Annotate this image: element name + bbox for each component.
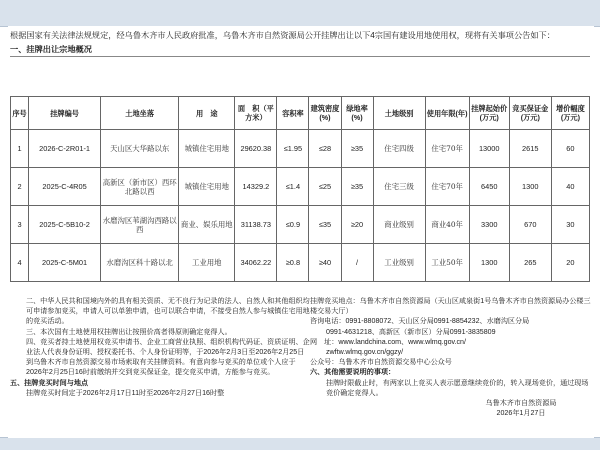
cell-deposit: 670 bbox=[509, 206, 551, 244]
left-column bbox=[10, 296, 310, 398]
table-row bbox=[11, 244, 590, 282]
cell-use: 工业用地 bbox=[179, 244, 235, 282]
cell-increment: 20 bbox=[551, 244, 589, 282]
cell-increment: 60 bbox=[551, 130, 589, 168]
cell-use: 城镇住宅用地 bbox=[179, 168, 235, 206]
clause-5-title: 五、挂牌竞买时间与地点 bbox=[10, 378, 89, 387]
cell-density: ≤25 bbox=[309, 168, 341, 206]
cell-area: 31138.73 bbox=[235, 206, 277, 244]
col-header: 使用年限(年) bbox=[425, 97, 469, 130]
cell-grade: 商业级别 bbox=[373, 206, 425, 244]
cell-location: 水磨沟区科十路以北 bbox=[101, 244, 179, 282]
col-header: 建筑密度(%) bbox=[309, 97, 341, 130]
cell-density: ≥40 bbox=[309, 244, 341, 282]
cell-density: ≤35 bbox=[309, 206, 341, 244]
table-row bbox=[11, 168, 590, 206]
col-header: 绿地率(%) bbox=[341, 97, 373, 130]
cell-green: / bbox=[341, 244, 373, 282]
clause-5-time: 挂牌竞买时间定于2026年2月17日11时至2026年2月27日16时整 bbox=[26, 388, 225, 397]
cell-far: ≤0.9 bbox=[277, 206, 309, 244]
section-title: 一、挂牌出让宗地概况 bbox=[10, 45, 92, 54]
wechat-account: 公众号：乌鲁木齐市自然资源交易中心公众号 bbox=[310, 358, 452, 367]
divider bbox=[10, 56, 590, 57]
right-column bbox=[310, 296, 595, 398]
cell-code: 2025-C-5B10-2 bbox=[29, 206, 101, 244]
cell-code: 2025-C-5M01 bbox=[29, 244, 101, 282]
cell-location: 天山区大华路以东 bbox=[101, 130, 179, 168]
top-frame bbox=[0, 0, 600, 27]
col-header: 容积率 bbox=[277, 97, 309, 130]
cell-start-price: 3300 bbox=[469, 206, 509, 244]
clause-6: 挂牌时限截止时，有两家以上竞买人表示愿意继续竞价的，转入现场竞价，通过现场竞价确定竞得人。 bbox=[326, 378, 589, 397]
clause-2: 二、中华人民共和国境内外的具有相关资质、无不良行为记录的法人、自然人和其他组织均可申请参加竞买，申请人可以单独申请，也可以联合申请，不接受自然人参与城镇住宅用地的竞买活动。 bbox=[26, 297, 310, 326]
website-line-2: zwftw.wlmq.gov.cn/ggzy/ bbox=[326, 348, 404, 357]
cell-index: 1 bbox=[11, 130, 29, 168]
cell-far: ≥0.8 bbox=[277, 244, 309, 282]
col-header: 挂牌起始价(万元) bbox=[469, 97, 509, 130]
cell-term: 商业40年 bbox=[425, 206, 469, 244]
cell-use: 商业、娱乐用地 bbox=[179, 206, 235, 244]
cell-index: 3 bbox=[11, 206, 29, 244]
clause-4: 四、竞买者持土地使用权竞买申请书、企业工商营业执照、组织机构代码证、资质证明、企业法人代表身份证明、授权委托书、个人身份证明等，于2026年2月3日至2026年2月25日到乌鲁木齐市自然资源交易市场索取有关挂牌资料。有意向参与竞买的单位或个人应于2026年2月25日16时前缴纳并交到竞买保证金，提交竞买申请，方能参与竞买。 bbox=[26, 337, 310, 377]
cell-deposit: 1300 bbox=[509, 168, 551, 206]
table-row bbox=[11, 130, 590, 168]
cell-far: ≤1.95 bbox=[277, 130, 309, 168]
intro-paragraph: 根据国家有关法律法规规定，经乌鲁木齐市人民政府批准，乌鲁木齐市自然资源局公开挂牌出让以下4宗国有建设用地使用权，现将有关事项公告如下： bbox=[10, 31, 555, 40]
col-header: 竞买保证金(万元) bbox=[509, 97, 551, 130]
cell-far: ≤1.4 bbox=[277, 168, 309, 206]
cell-deposit: 2615 bbox=[509, 130, 551, 168]
cell-index: 4 bbox=[11, 244, 29, 282]
cell-start-price: 1300 bbox=[469, 244, 509, 282]
cell-index: 2 bbox=[11, 168, 29, 206]
cell-area: 34062.22 bbox=[235, 244, 277, 282]
clause-6-title: 六、其他需要说明的事项： bbox=[310, 368, 396, 377]
col-header: 面 积（平方米） bbox=[235, 97, 277, 130]
cell-start-price: 6450 bbox=[469, 168, 509, 206]
col-header: 挂牌编号 bbox=[29, 97, 101, 130]
auction-place: 挂牌竞买地点：乌鲁木齐市自然资源局（天山区咸泉街1号乌鲁木齐市自然资源局办公楼三楼交易大厅） bbox=[310, 297, 591, 316]
col-header: 增价幅度(万元) bbox=[551, 97, 589, 130]
col-header: 用 途 bbox=[179, 97, 235, 130]
cell-start-price: 13000 bbox=[469, 130, 509, 168]
signature-block bbox=[456, 398, 586, 418]
table-row bbox=[11, 206, 590, 244]
cell-code: 2025-C-4R05 bbox=[29, 168, 101, 206]
cell-use: 城镇住宅用地 bbox=[179, 130, 235, 168]
cell-grade: 工业级别 bbox=[373, 244, 425, 282]
cell-green: ≥35 bbox=[341, 168, 373, 206]
cell-area: 14329.2 bbox=[235, 168, 277, 206]
website-line-1: 网 址：www.landchina.com、www.wlmq.gov.cn/ bbox=[310, 337, 466, 346]
issue-date: 2026年1月27日 bbox=[496, 409, 546, 417]
cell-increment: 30 bbox=[551, 206, 589, 244]
cell-grade: 住宅三级 bbox=[373, 168, 425, 206]
cell-term: 工业50年 bbox=[425, 244, 469, 282]
phone-line-2: 0991-4631218、高新区（新市区）分局0991-3835809 bbox=[326, 327, 496, 336]
cell-code: 2026-C-2R01-1 bbox=[29, 130, 101, 168]
cell-increment: 40 bbox=[551, 168, 589, 206]
cell-green: ≥35 bbox=[341, 130, 373, 168]
cell-term: 住宅70年 bbox=[425, 168, 469, 206]
cell-location: 高新区（新市区）西环北路以西 bbox=[101, 168, 179, 206]
bottom-frame bbox=[0, 437, 600, 450]
issuer: 乌鲁木齐市自然资源局 bbox=[485, 399, 557, 407]
cell-area: 29620.38 bbox=[235, 130, 277, 168]
col-header: 序号 bbox=[11, 97, 29, 130]
land-table bbox=[10, 96, 590, 282]
cell-location: 水磨沟区苇湖沟西路以西 bbox=[101, 206, 179, 244]
phone-line-1: 咨询电话：0991-8808072、天山区分局0991-8854232、水磨沟区分局 bbox=[310, 317, 530, 326]
cell-density: ≤28 bbox=[309, 130, 341, 168]
col-header: 土地级别 bbox=[373, 97, 425, 130]
col-header: 土地坐落 bbox=[101, 97, 179, 130]
cell-grade: 住宅四级 bbox=[373, 130, 425, 168]
clause-3: 三、本次国有土地使用权挂牌出让按照价高者得原则确定竞得人。 bbox=[26, 327, 232, 336]
cell-green: ≥20 bbox=[341, 206, 373, 244]
cell-term: 住宅70年 bbox=[425, 130, 469, 168]
table-header-row bbox=[11, 97, 590, 130]
cell-deposit: 265 bbox=[509, 244, 551, 282]
